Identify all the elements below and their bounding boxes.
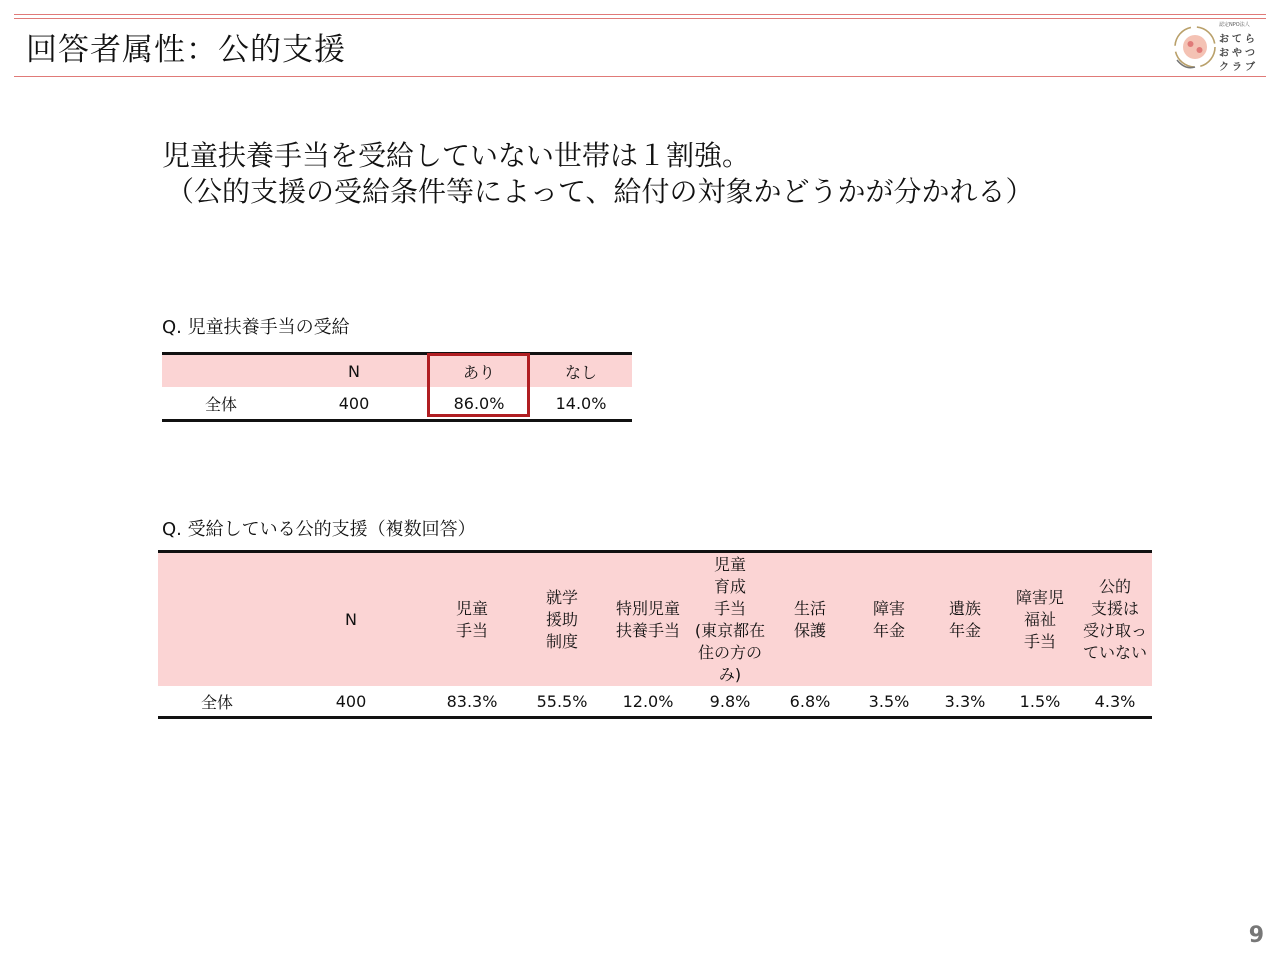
header-cell-n: N: [280, 354, 428, 388]
table-header-row: [158, 552, 1152, 687]
logo-line-3: クラブ: [1219, 62, 1258, 73]
lead-line-1: 児童扶養手当を受給していない世帯は１割強。: [162, 139, 751, 172]
cell-value: 83.3%: [446, 691, 498, 711]
table-row: [158, 686, 1152, 718]
header-cell-label: [162, 354, 280, 388]
header-cell-yes: あり: [428, 354, 530, 388]
header-cell-welfare: 生活 保護: [770, 552, 850, 687]
cell-value: 1.5%: [1019, 691, 1061, 711]
cell-yes: 86.0%: [453, 393, 505, 413]
page-title: 回答者属性：公的支援: [26, 32, 346, 68]
cell-n: 400: [338, 393, 370, 413]
header-top-rule: [14, 14, 1266, 15]
table-row: [162, 387, 632, 421]
header-cell-no-support: 公的 支援は 受け取っ ていない: [1078, 552, 1152, 687]
cell-value: 6.8%: [789, 691, 831, 711]
header-cell-survivor-pension: 遺族 年金: [928, 552, 1002, 687]
lead-line-2: （公的支援の受給条件等によって、給付の対象かどうかが分かれる）: [166, 175, 1034, 208]
table-header-row: [162, 354, 632, 388]
header-cell-child-allowance: 児童 手当: [426, 552, 518, 687]
cell-value: 3.5%: [868, 691, 910, 711]
highlight-box-yes: [427, 353, 530, 417]
cell-value: 55.5%: [536, 691, 588, 711]
page-number: 9: [1248, 923, 1264, 948]
header-cell-label: [158, 552, 276, 687]
header-cell-special-child-allowance: 特別児童 扶養手当: [606, 552, 690, 687]
question-1-table: [162, 352, 632, 422]
header-top-rule-inner: [14, 18, 1266, 19]
header-cell-disabled-child-allowance: 障害児 福祉 手当: [1002, 552, 1078, 687]
question-1-label: Q. 児童扶養手当の受給: [162, 317, 350, 338]
header-cell-n: N: [276, 552, 426, 687]
cell-no: 14.0%: [555, 393, 607, 413]
cell-value: 9.8%: [709, 691, 751, 711]
cell-n: 400: [335, 691, 367, 711]
header-cell-disability-pension: 障害 年金: [850, 552, 928, 687]
row-label: 全体: [200, 692, 233, 712]
cell-value: 12.0%: [622, 691, 674, 711]
cell-value: 4.3%: [1094, 691, 1136, 711]
header-bottom-rule: [14, 76, 1266, 77]
question-2-label: Q. 受給している公的支援（複数回答）: [162, 519, 476, 540]
logo-line-1: おてら: [1219, 34, 1258, 45]
header-cell-school-aid: 就学 援助 制度: [518, 552, 606, 687]
logo-mark-icon: [1168, 20, 1222, 74]
header-cell-no: なし: [530, 354, 632, 388]
row-label: 全体: [204, 394, 237, 414]
logo-line-2: おやつ: [1219, 48, 1258, 59]
org-logo: [1168, 20, 1272, 74]
header-cell-child-rearing-allowance: 児童 育成 手当 (東京都在 住の方の み): [690, 552, 770, 687]
cell-value: 3.3%: [944, 691, 986, 711]
question-2-table: [158, 550, 1152, 719]
lead-message: [162, 138, 1033, 210]
logo-org-type: 認定NPO法人: [1219, 22, 1250, 28]
